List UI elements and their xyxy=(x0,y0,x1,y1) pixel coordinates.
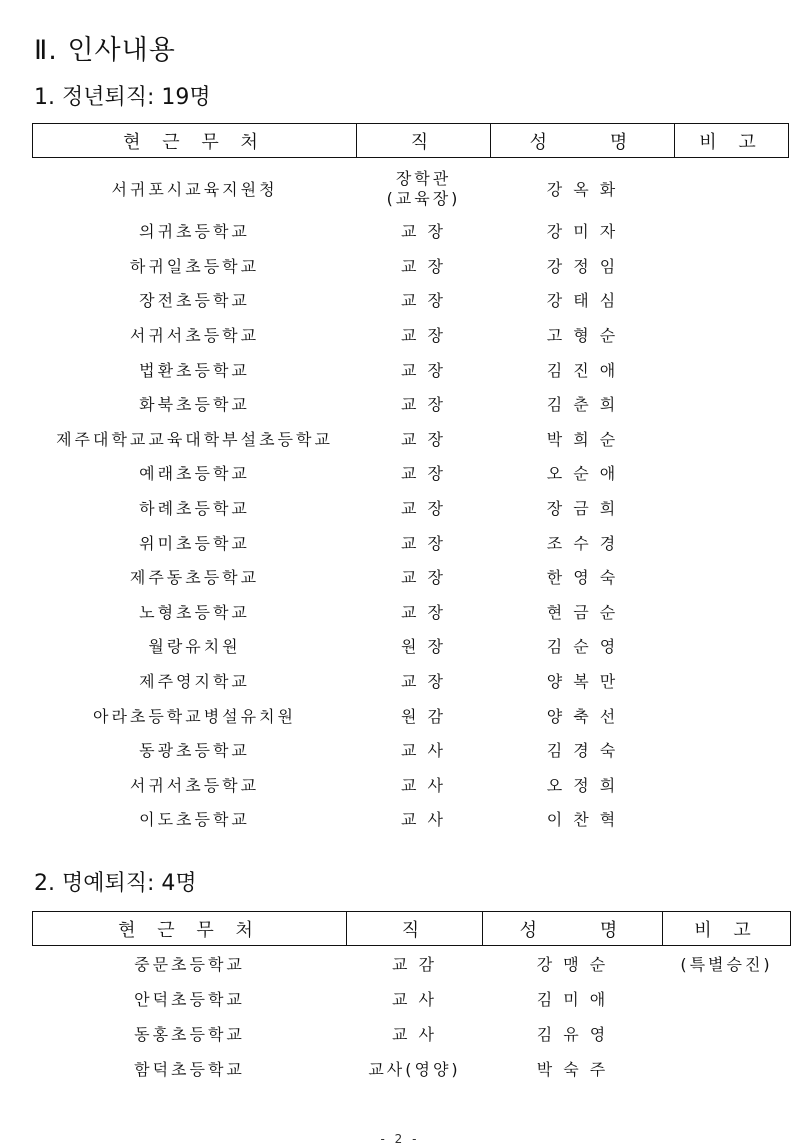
note-cell xyxy=(675,490,789,525)
position-cell: 교사(영양) xyxy=(368,1059,461,1079)
page-number: - 2 - xyxy=(380,1132,420,1146)
position-cell: 교 감 xyxy=(392,954,437,974)
table-header-row xyxy=(33,912,791,946)
table-row xyxy=(33,283,789,318)
note-cell xyxy=(675,386,789,421)
name-cell: 김 미 애 xyxy=(536,989,609,1009)
name-cell: 박 숙 주 xyxy=(536,1059,609,1079)
table-row xyxy=(33,1016,791,1051)
name-cell: 박 희 순 xyxy=(546,429,619,449)
school-cell: 이도초등학교 xyxy=(139,810,250,830)
note-cell xyxy=(675,802,789,837)
header-name: 성 명 xyxy=(491,124,675,158)
header-position: 직 xyxy=(347,912,483,946)
name-cell: 김 유 영 xyxy=(536,1024,609,1044)
note-cell xyxy=(675,317,789,352)
note-cell xyxy=(675,283,789,318)
table-row xyxy=(33,525,789,560)
note-cell xyxy=(675,158,789,214)
table-row xyxy=(33,456,789,491)
note-cell xyxy=(675,525,789,560)
position-cell: 교 사 xyxy=(392,989,437,1009)
page-title: Ⅱ. 인사내용 xyxy=(34,35,176,66)
school-cell: 화북초등학교 xyxy=(139,395,250,415)
table-row xyxy=(33,421,789,456)
position-cell: 교 장 xyxy=(401,464,446,484)
position-cell: 원 장 xyxy=(401,637,446,657)
position-line-1: 장학관 xyxy=(395,168,452,188)
school-cell: 서귀포시교육지원청 xyxy=(111,180,278,200)
header-school: 현 근 무 처 xyxy=(33,912,347,946)
name-cell: 이 찬 혁 xyxy=(546,810,619,830)
table-row xyxy=(33,732,789,767)
school-cell: 의귀초등학교 xyxy=(139,222,250,242)
school-cell: 동홍초등학교 xyxy=(134,1024,245,1044)
note-cell xyxy=(675,594,789,629)
name-cell: 김 순 영 xyxy=(546,637,619,657)
table-row xyxy=(33,663,789,698)
table-row xyxy=(33,629,789,664)
position-cell: 교 장 xyxy=(401,326,446,346)
school-cell: 노형초등학교 xyxy=(139,602,250,622)
position-cell: 교 사 xyxy=(401,741,446,761)
school-cell: 동광초등학교 xyxy=(139,741,250,761)
name-cell: 한 영 숙 xyxy=(546,568,619,588)
note-cell xyxy=(675,629,789,664)
note-cell xyxy=(675,214,789,249)
table-header-row xyxy=(33,124,789,158)
note-cell xyxy=(663,1051,791,1086)
name-cell: 양 복 만 xyxy=(546,672,619,692)
table-row xyxy=(33,386,789,421)
table-row xyxy=(33,352,789,387)
position-cell xyxy=(357,158,491,214)
name-cell: 김 경 숙 xyxy=(546,741,619,761)
table-row xyxy=(33,981,791,1016)
table-row xyxy=(33,248,789,283)
position-cell: 교 장 xyxy=(401,256,446,276)
school-cell: 장전초등학교 xyxy=(139,291,250,311)
school-cell: 법환초등학교 xyxy=(139,360,250,380)
header-school: 현 근 무 처 xyxy=(33,124,357,158)
name-cell: 양 축 선 xyxy=(546,706,619,726)
name-cell: 고 형 순 xyxy=(546,326,619,346)
table-row xyxy=(33,946,791,981)
note-cell xyxy=(675,767,789,802)
table-row xyxy=(33,490,789,525)
school-cell: 하례초등학교 xyxy=(139,499,250,519)
note-cell xyxy=(663,1016,791,1051)
table-row xyxy=(33,802,789,837)
header-position: 직 xyxy=(357,124,491,158)
position-cell: 교 사 xyxy=(392,1024,437,1044)
position-cell: 교 장 xyxy=(401,602,446,622)
honorary-retirement-table xyxy=(32,911,791,1086)
table-row xyxy=(33,317,789,352)
name-cell: 김 진 애 xyxy=(546,360,619,380)
name-cell: 조 수 경 xyxy=(546,533,619,553)
section1-title: 1. 정년퇴직: 19명 xyxy=(34,85,211,110)
school-cell: 서귀서초등학교 xyxy=(129,326,260,346)
name-cell: 강 정 임 xyxy=(546,256,619,276)
position-cell: 교 장 xyxy=(401,222,446,242)
school-cell: 하귀일초등학교 xyxy=(129,256,260,276)
table-row xyxy=(33,698,789,733)
name-cell: 현 금 순 xyxy=(546,602,619,622)
position-cell: 교 장 xyxy=(401,360,446,380)
note-cell xyxy=(675,352,789,387)
position-cell: 교 사 xyxy=(401,810,446,830)
table-row xyxy=(33,214,789,249)
position-cell: 원 감 xyxy=(401,706,446,726)
name-cell: 오 순 애 xyxy=(546,464,619,484)
position-cell: 교 장 xyxy=(401,395,446,415)
note-cell xyxy=(675,663,789,698)
school-cell: 안덕초등학교 xyxy=(134,989,245,1009)
note-cell xyxy=(675,421,789,456)
position-cell: 교 장 xyxy=(401,291,446,311)
school-cell: 제주영지학교 xyxy=(139,672,250,692)
table-row xyxy=(33,594,789,629)
note-cell: (특별승진) xyxy=(680,954,773,974)
table-row xyxy=(33,158,789,214)
position-cell: 교 장 xyxy=(401,499,446,519)
note-cell xyxy=(675,559,789,594)
position-cell: 교 장 xyxy=(401,429,446,449)
school-cell: 함덕초등학교 xyxy=(134,1059,245,1079)
header-name: 성 명 xyxy=(483,912,663,946)
name-cell: 김 춘 희 xyxy=(546,395,619,415)
name-cell: 강 옥 화 xyxy=(546,180,619,200)
school-cell: 중문초등학교 xyxy=(134,954,245,974)
section2-title: 2. 명예퇴직: 4명 xyxy=(34,871,197,896)
name-cell: 강 미 자 xyxy=(546,222,619,242)
name-cell: 강 맹 순 xyxy=(536,954,609,974)
table-row xyxy=(33,559,789,594)
school-cell: 예래초등학교 xyxy=(139,464,250,484)
table-row xyxy=(33,767,789,802)
note-cell xyxy=(675,248,789,283)
position-cell: 교 장 xyxy=(401,533,446,553)
note-cell xyxy=(663,981,791,1016)
header-note: 비 고 xyxy=(663,912,791,946)
position-cell: 교 장 xyxy=(401,672,446,692)
school-cell: 위미초등학교 xyxy=(139,533,250,553)
name-cell: 오 정 희 xyxy=(546,775,619,795)
note-cell xyxy=(675,456,789,491)
header-note: 비 고 xyxy=(675,124,789,158)
table-row xyxy=(33,1051,791,1086)
note-cell xyxy=(675,698,789,733)
school-cell: 제주대학교교육대학부설초등학교 xyxy=(56,429,333,449)
retirement-table xyxy=(32,123,789,836)
school-cell: 월랑유치원 xyxy=(148,637,241,657)
name-cell: 장 금 희 xyxy=(546,499,619,519)
position-cell: 교 장 xyxy=(401,568,446,588)
school-cell: 제주동초등학교 xyxy=(129,568,260,588)
school-cell: 아라초등학교병설유치원 xyxy=(92,706,297,726)
name-cell: 강 태 심 xyxy=(546,291,619,311)
school-cell: 서귀서초등학교 xyxy=(129,775,260,795)
position-line-2: (교육장) xyxy=(386,188,461,208)
position-cell: 교 사 xyxy=(401,775,446,795)
note-cell xyxy=(675,732,789,767)
